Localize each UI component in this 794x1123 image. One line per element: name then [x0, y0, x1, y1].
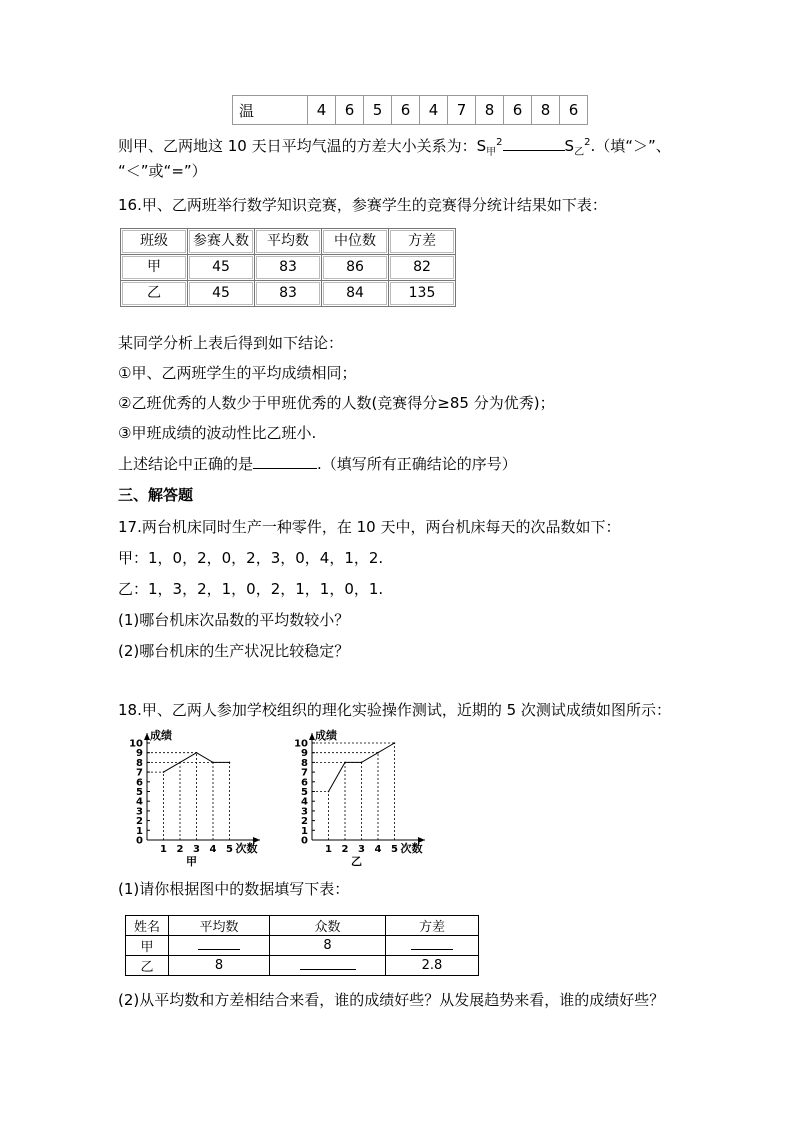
- header-cell: 众数: [270, 916, 386, 936]
- x-tick-label: 2: [341, 844, 349, 855]
- header-cell: 姓名: [126, 916, 169, 936]
- table-cell: 6: [336, 96, 364, 125]
- q16-conclusion-1: ①甲、乙两班学生的平均成绩相同；: [118, 364, 357, 382]
- x-tick-label: 5: [226, 844, 233, 855]
- data-point: [163, 771, 165, 773]
- y-tick-label: 2: [301, 816, 308, 828]
- data-point: [361, 762, 363, 764]
- q18-title: 18.甲、乙两人参加学校组织的理化实验操作测试，近期的 5 次测试成绩如图所示：: [118, 701, 671, 719]
- table-cell: 135: [390, 282, 454, 305]
- q17-jia-data: 甲：1，0，2，0，2，3，0，4，1，2.: [118, 549, 384, 567]
- y-tick-label: 2: [136, 816, 143, 828]
- table-cell: 乙: [122, 282, 186, 305]
- data-point: [229, 762, 231, 764]
- y-tick-label: 1: [301, 825, 308, 837]
- answer-blank[interactable]: [253, 454, 317, 469]
- table-cell: 4: [420, 96, 448, 125]
- y-tick-label: 4: [301, 796, 308, 808]
- q18-part-2: (2)从平均数和方差相结合来看，谁的成绩好些？从发展趋势来看，谁的成绩好些？: [118, 991, 665, 1009]
- x-tick-label: 1: [160, 844, 167, 855]
- y-tick-label: 3: [301, 806, 308, 818]
- y-axis-label: 成绩: [315, 729, 337, 742]
- q18-part-1: (1)请你根据图中的数据填写下表：: [118, 880, 350, 898]
- header-cell: 中位数: [323, 230, 387, 253]
- section-heading: 三、解答题: [118, 486, 194, 504]
- x-axis-label: 次数: [235, 842, 258, 855]
- data-point: [196, 752, 198, 754]
- q16-conclusion-2: ②乙班优秀的人数少于甲班优秀的人数(竞赛得分≥85 分为优秀)；: [118, 394, 555, 412]
- table-cell: 2.8: [386, 956, 479, 976]
- q16-answer-line: 上述结论中正确的是 .（填写所有正确结论的序号）: [118, 455, 517, 473]
- y-tick-label: 8: [301, 757, 308, 769]
- x-tick-label: 3: [358, 844, 365, 855]
- x-tick-label: 2: [176, 844, 184, 855]
- table-cell: 6: [504, 96, 532, 125]
- q17-yi-data: 乙：1，3，2，1，0，2，1，1，0，1.: [118, 580, 384, 598]
- header-cell: 平均数: [256, 230, 320, 253]
- answer-blank[interactable]: [503, 136, 565, 151]
- y-tick-label: 0: [136, 835, 143, 847]
- header-cell: 参赛人数: [189, 230, 253, 253]
- answer-cell[interactable]: [386, 936, 479, 956]
- y-tick-label: 5: [301, 787, 308, 798]
- q16-conclusion-3: ③甲班成绩的波动性比乙班小.: [118, 424, 317, 442]
- table-cell: 45: [189, 282, 253, 305]
- table-cell: 6: [392, 96, 420, 125]
- q17-title: 17.两台机床同时生产一种零件，在 10 天中，两台机床每天的次品数如下：: [118, 518, 621, 536]
- data-point: [377, 752, 379, 754]
- x-tick-label: 4: [374, 844, 382, 855]
- q15-line1: 则甲、乙两地这 10 天日平均气温的方差大小关系为：$S_甲^2$ $S_乙^2$.（填“＞”、: [118, 137, 671, 158]
- table-cell: 8: [532, 96, 560, 125]
- y-tick-label: 1: [136, 825, 143, 837]
- answer-cell[interactable]: [169, 936, 270, 956]
- answer-cell[interactable]: [270, 956, 386, 976]
- q16-title: 16.甲、乙两班举行数学知识竞赛，参赛学生的竞赛得分统计结果如下表：: [118, 196, 607, 214]
- y-tick-label: 8: [136, 757, 143, 769]
- x-axis-label: 次数: [400, 842, 423, 855]
- y-tick-label: 9: [136, 748, 143, 760]
- y-tick-label: 6: [136, 777, 143, 789]
- table-cell: 45: [189, 256, 253, 279]
- data-point: [328, 791, 330, 793]
- table-cell: 甲: [126, 936, 169, 956]
- q17-part-1: (1)哪台机床次品数的平均数较小？: [118, 611, 350, 629]
- table-cell: 6: [560, 96, 588, 125]
- y-tick-label: 4: [136, 796, 143, 808]
- x-tick-label: 1: [325, 844, 332, 855]
- table-cell: 86: [323, 256, 387, 279]
- y-tick-label: 7: [136, 767, 143, 779]
- y-tick-label: 7: [301, 767, 308, 779]
- q16-table: [120, 228, 456, 307]
- table-cell: 8: [270, 936, 386, 956]
- table-cell: 8: [169, 956, 270, 976]
- temperature-table: [232, 95, 588, 125]
- table-cell: 82: [390, 256, 454, 279]
- header-cell: 方差: [390, 230, 454, 253]
- table-cell: 5: [364, 96, 392, 125]
- header-cell: 平均数: [169, 916, 270, 936]
- table-cell: 4: [308, 96, 336, 125]
- q16-intro: 某同学分析上表后得到如下结论：: [118, 334, 344, 352]
- y-axis-label: 成绩: [150, 729, 172, 742]
- table-cell: 83: [256, 282, 320, 305]
- data-point: [179, 762, 181, 764]
- table-cell: 7: [448, 96, 476, 125]
- x-tick-label: 4: [209, 844, 217, 855]
- y-tick-label: 5: [136, 787, 143, 798]
- header-cell: 方差: [386, 916, 479, 936]
- header-cell: 班级: [122, 230, 186, 253]
- data-point: [344, 762, 346, 764]
- y-tick-label: 3: [136, 806, 143, 818]
- x-tick-label: 3: [193, 844, 200, 855]
- table-cell: 甲: [122, 256, 186, 279]
- chart-caption: 甲: [186, 855, 198, 868]
- y-tick-label: 6: [301, 777, 308, 789]
- x-tick-label: 5: [391, 844, 398, 855]
- table-cell: 乙: [126, 956, 169, 976]
- y-tick-label: 10: [129, 738, 143, 750]
- data-point: [394, 742, 396, 744]
- table-cell: 83: [256, 256, 320, 279]
- chart-yi: [280, 728, 430, 868]
- q17-part-2: (2)哪台机床的生产状况比较稳定？: [118, 642, 350, 660]
- chart-caption: 乙: [351, 855, 363, 868]
- data-point: [212, 762, 214, 764]
- q15-line2: “＜”或“=”）: [118, 162, 207, 180]
- q18-table: [125, 915, 479, 976]
- y-tick-label: 10: [294, 738, 308, 750]
- table-label-cell: 温: [233, 96, 308, 125]
- y-tick-label: 0: [301, 835, 308, 847]
- table-cell: 84: [323, 282, 387, 305]
- y-tick-label: 9: [301, 748, 308, 760]
- chart-jia: [115, 728, 265, 868]
- table-cell: 8: [476, 96, 504, 125]
